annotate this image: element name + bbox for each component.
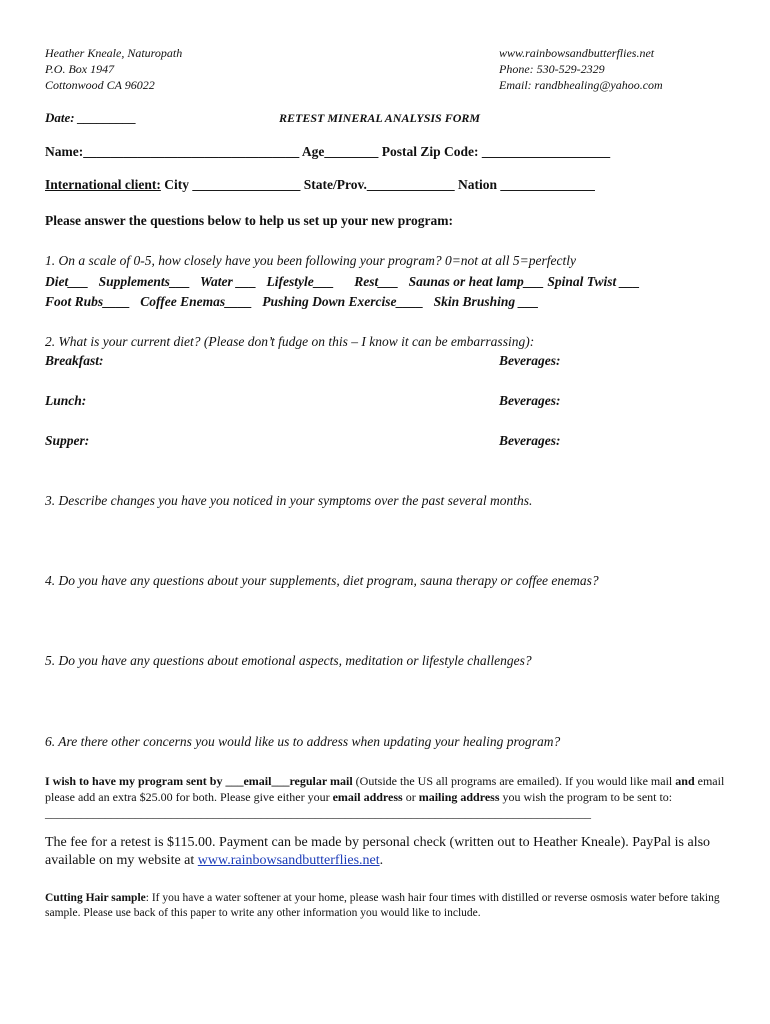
email: Email: randbhealing@yahoo.com: [499, 78, 663, 92]
or-text: or: [402, 790, 419, 804]
international-line[interactable]: [45, 177, 595, 193]
hair-sample-text: : If you have a water softener at your home, please wash hair four times with distilled or reverse osmosis water before taking sample. Please use back of this paper to write any other information you would like to include.: [45, 892, 720, 919]
international-fields[interactable]: City ________________ State/Prov._____________ Nation ______________: [160, 177, 595, 192]
question-6: 6. Are there other concerns you would like us to address when updating your healing program?: [45, 734, 561, 749]
fee-end: .: [379, 853, 384, 868]
question-3: 3. Describe changes you have you noticed in your symptoms over the past several months.: [45, 493, 533, 508]
hair-sample-label: Cutting Hair sample: [45, 892, 146, 904]
question-4: 4. Do you have any questions about your supplements, diet program, sauna therapy or coffee enemas?: [45, 573, 599, 588]
po-box: P.O. Box 1947: [45, 62, 115, 76]
website: www.rainbowsandbutterflies.net: [499, 46, 655, 60]
send-to-field[interactable]: you wish the program to be sent to: ___________________________________________________________________________________________: [45, 790, 673, 820]
and-emphasis: and: [675, 774, 695, 788]
phone: Phone: 530-529-2329: [499, 62, 605, 76]
email-address-emphasis: email address: [332, 790, 403, 804]
date-field[interactable]: Date: _________: [45, 110, 137, 125]
breakfast-beverages-label: Beverages:: [499, 353, 561, 368]
question-2: 2. What is your current diet? (Please don’t fudge on this – I know it can be embarrassing):: [45, 334, 535, 349]
lunch-beverages-label: Beverages:: [499, 393, 561, 408]
form-title: RETEST MINERAL ANALYSIS FORM: [279, 111, 481, 125]
program-delivery-paragraph: [45, 773, 725, 821]
practitioner-name: Heather Kneale, Naturopath: [45, 46, 183, 60]
fee-paragraph: [45, 834, 725, 870]
extra-fee-note: email please add an extra $25.00 for both. Please give either your: [45, 774, 725, 804]
practitioner-address: [45, 45, 182, 93]
mailing-address-emphasis: mailing address: [418, 790, 500, 804]
city-state: Cottonwood CA 96022: [45, 78, 155, 92]
international-label: International client:: [45, 177, 161, 192]
website-link[interactable]: www.rainbowsandbutterflies.net: [197, 853, 380, 868]
delivery-choice[interactable]: I wish to have my program sent by ___email___regular mail: [45, 774, 353, 788]
lunch-label: Lunch:: [45, 393, 87, 408]
breakfast-label: Breakfast:: [45, 353, 104, 368]
supper-beverages-label: Beverages:: [499, 433, 561, 448]
question-5: 5. Do you have any questions about emotional aspects, meditation or lifestyle challenges?: [45, 653, 532, 668]
hair-sample-paragraph: [45, 891, 725, 921]
name-age-zip-line[interactable]: Name:________________________________ Age________ Postal Zip Code: ___________________: [45, 144, 611, 159]
question-1-row-1[interactable]: Diet___ Supplements___ Water ___ Lifestyle___ Rest___ Saunas or heat lamp___ Spinal Twist ___: [45, 274, 640, 289]
contact-info: [499, 45, 663, 93]
supper-label: Supper:: [45, 433, 90, 448]
question-1-row-2[interactable]: Foot Rubs____ Coffee Enemas____ Pushing Down Exercise____ Skin Brushing ___: [45, 294, 539, 309]
question-1: 1. On a scale of 0-5, how closely have you been following your program? 0=not at all 5=perfectly: [45, 253, 577, 268]
delivery-note: (Outside the US all programs are emailed). If you would like mail: [352, 774, 676, 788]
fee-text: The fee for a retest is $115.00. Payment can be made by personal check (written out to Heather Kneale). PayPal is also available on my website at: [45, 835, 711, 868]
intro-text: Please answer the questions below to help us set up your new program:: [45, 213, 454, 228]
